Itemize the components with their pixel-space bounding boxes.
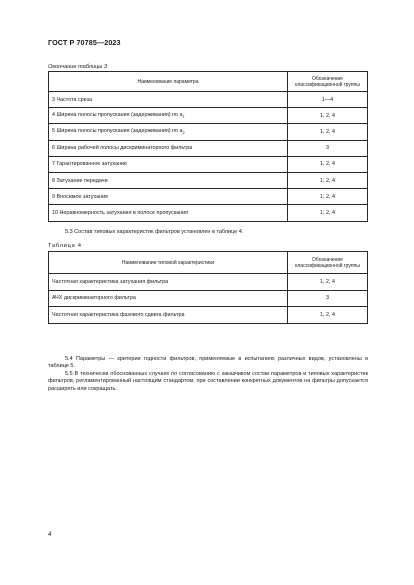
table-cell: 3 <box>288 140 368 156</box>
table-cell: 3 <box>288 290 368 307</box>
cell-text: 8 Затухание передачи <box>52 177 108 184</box>
table-cell: АЧХ дискриминаторного фильтра <box>49 290 288 307</box>
page-number: 4 <box>48 532 52 538</box>
table3-caption: Окончание таблицы 3 <box>48 64 108 70</box>
cell-text: 6 Ширина рабочей полосы дискриминаторного фильтра <box>52 145 193 152</box>
table-header-row <box>49 72 368 92</box>
table-cell <box>49 92 288 108</box>
table-header-cell: Наименование параметра <box>49 72 288 92</box>
table-row <box>49 189 368 205</box>
paragraph-5-4: 5.4 Параметры — критерии годности фильтров, применяемые в испытаниях различных видов, установлены в таблице 5. <box>48 356 368 370</box>
table-cell: 1, 2, 4 <box>288 124 368 140</box>
table-cell: Частотная характеристика затухания фильтра <box>49 274 288 291</box>
table-3 <box>48 71 368 222</box>
table-row <box>49 290 368 307</box>
table-cell <box>49 156 288 172</box>
subscript: 1 <box>182 114 185 120</box>
document-header: ГОСТ Р 70785—2023 <box>48 38 121 47</box>
table-row <box>49 140 368 156</box>
table-row <box>49 108 368 124</box>
paragraph-5-3: 5.3 Состав типовых характеристик фильтров установлен в таблице 4. <box>65 229 244 235</box>
table-cell: 1, 2, 4 <box>288 172 368 188</box>
table-header-row <box>49 252 368 274</box>
table-4 <box>48 251 368 324</box>
cell-text: 9 Вносимое затухание <box>52 193 109 200</box>
table-row <box>49 205 368 221</box>
cell-text: 4 Ширина полосы пропускания (задерживания) по a <box>52 112 183 119</box>
table-cell <box>49 124 288 140</box>
table-row <box>49 156 368 172</box>
table-cell <box>49 189 288 205</box>
table-cell: 1, 2, 4 <box>288 108 368 124</box>
table-row <box>49 307 368 324</box>
table-cell <box>49 172 288 188</box>
table-cell: 1, 2, 4 <box>288 205 368 221</box>
table-header-cell: Обозначение классификационной группы <box>288 72 368 92</box>
cell-text: 5 Ширина полосы пропускания (задерживания) по a <box>52 128 183 135</box>
cell-text: 7 Гарантированное затухание <box>52 161 128 168</box>
table-row <box>49 124 368 140</box>
table-row <box>49 172 368 188</box>
table-cell <box>49 108 288 124</box>
table4-caption: Таблица 4 <box>48 243 82 249</box>
table-cell: 1, 2, 4 <box>288 189 368 205</box>
cell-text: 3 Частота среза <box>52 96 93 103</box>
table-cell <box>49 140 288 156</box>
table-cell <box>49 205 288 221</box>
subscript: 2 <box>182 130 185 136</box>
cell-text: 10 Неравномерность затухания в полосе пропускания <box>52 209 189 216</box>
paragraph-5-5: 5.5 В технически обоснованных случаях по согласованию с заказчиком состав параметров и типовых характеристик фильтров, регламентированный настоящим стандартом, при составлении конкретных документов на фильтры допускается расширять или сокращать. <box>48 371 368 392</box>
table-cell: 1, 2, 4 <box>288 274 368 291</box>
table-row <box>49 274 368 291</box>
table-row <box>49 92 368 108</box>
table-cell: 1, 2, 4 <box>288 307 368 324</box>
table-header-cell: Обозначение классификационной группы <box>288 252 368 274</box>
table-cell: 1, 2, 4 <box>288 156 368 172</box>
table-cell: 1—4 <box>288 92 368 108</box>
table-cell: Частотная характеристика фазового сдвига фильтра <box>49 307 288 324</box>
table-header-cell: Наименование типовой характеристики <box>49 252 288 274</box>
